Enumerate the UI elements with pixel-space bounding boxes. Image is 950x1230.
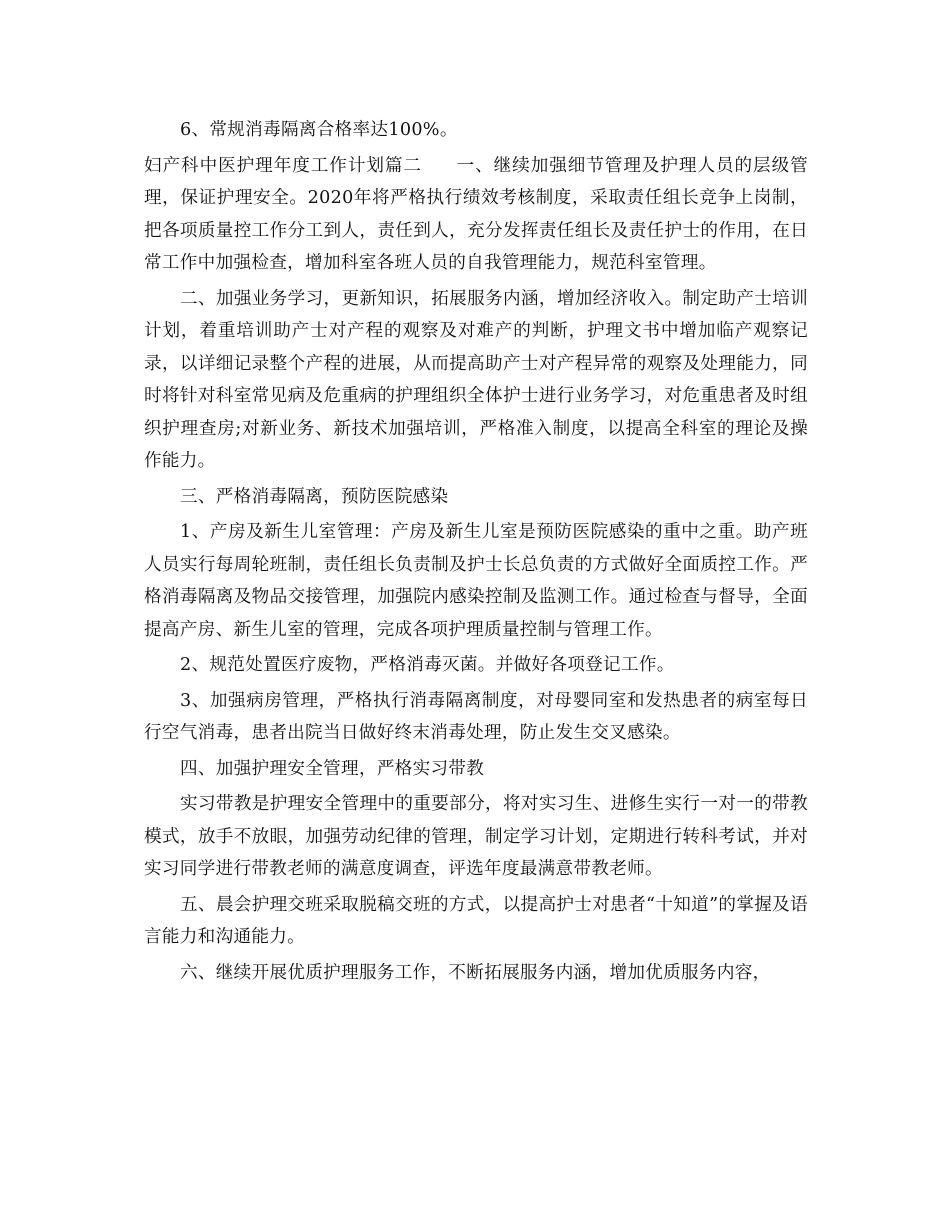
- section-title: 妇产科中医护理年度工作计划篇二: [144, 155, 422, 176]
- paragraph-10: [144, 889, 808, 954]
- paragraph-3: [144, 283, 808, 478]
- paragraph-1-text: 6、常规消毒隔离合格率达100%。: [180, 120, 458, 140]
- paragraph-11-text: 六、继续开展优质护理服务工作，不断拓展服务内涵，增加优质服务内容，: [180, 962, 771, 983]
- paragraph-4-text: 三、严格消毒隔离，预防医院感染: [180, 486, 449, 507]
- paragraph-9: [144, 788, 808, 886]
- paragraph-8-text: 四、加强护理安全管理，严格实习带教: [180, 758, 485, 779]
- paragraph-2-text: 一、继续加强细节管理及护理人员的层级管理，保证护理安全。2020年将严格执行绩效考核制度，采取责任组长竞争上岗制，把各项质量控工作分工到人，责任到人，充分发挥责任组长及责任护士的作用，在日常工作中加强检查，增加科室各班人员的自我管理能力，规范科室管理。: [144, 155, 808, 273]
- paragraph-6-text: 2、规范处置医疗废物，严格消毒灭菌。并做好各项登记工作。: [180, 655, 675, 675]
- paragraph-7-text: 3、加强病房管理，严格执行消毒隔离制度，对母婴同室和发热患者的病室每日行空气消毒，患者出院当日做好终末消毒处理，防止发生交叉感染。: [144, 690, 808, 743]
- paragraph-10-text: 五、晨会护理交班采取脱稿交班的方式，以提高护士对患者“十知道”的掌握及语言能力和沟通能力。: [144, 894, 808, 947]
- paragraph-8-heading: [144, 753, 808, 786]
- paragraph-9-text: 实习带教是护理安全管理中的重要部分，将对实习生、进修生实行一对一的带教模式，放手不放眼，加强劳动纪律的管理，制定学习计划，定期进行转科考试，并对实习同学进行带教老师的满意度调查，评选年度最满意带教老师。: [144, 794, 808, 879]
- paragraph-5: [144, 516, 808, 646]
- document-page: [144, 114, 808, 992]
- paragraph-3-text: 二、加强业务学习，更新知识，拓展服务内涵，增加经济收入。制定助产士培训计划，着重培训助产士对产程的观察及对难产的判断，护理文书中增加临产观察记录，以详细记录整个产程的进展，从而提高助产士对产程异常的观察及处理能力，同时将针对科室常见病及危重病的护理组织全体护士进行业务学习，对危重患者及时组织护理查房;对新业务、新技术加强培训，严格准入制度，以提高全科室的理论及操作能力。: [144, 288, 808, 471]
- paragraph-1: [144, 114, 808, 147]
- paragraph-6: [144, 649, 808, 682]
- paragraph-4-heading: [144, 481, 808, 514]
- paragraph-5-text: 1、产房及新生儿室管理：产房及新生儿室是预防医院感染的重中之重。助产班人员实行每周轮班制，责任组长负责制及护士长总负责的方式做好全面质控工作。严格消毒隔离及物品交接管理，加强院内感染控制及监测工作。通过检查与督导，全面提高产房、新生儿室的管理，完成各项护理质量控制与管理工作。: [144, 522, 808, 640]
- paragraph-2: [144, 150, 808, 280]
- paragraph-7: [144, 685, 808, 750]
- paragraph-11: [144, 957, 808, 990]
